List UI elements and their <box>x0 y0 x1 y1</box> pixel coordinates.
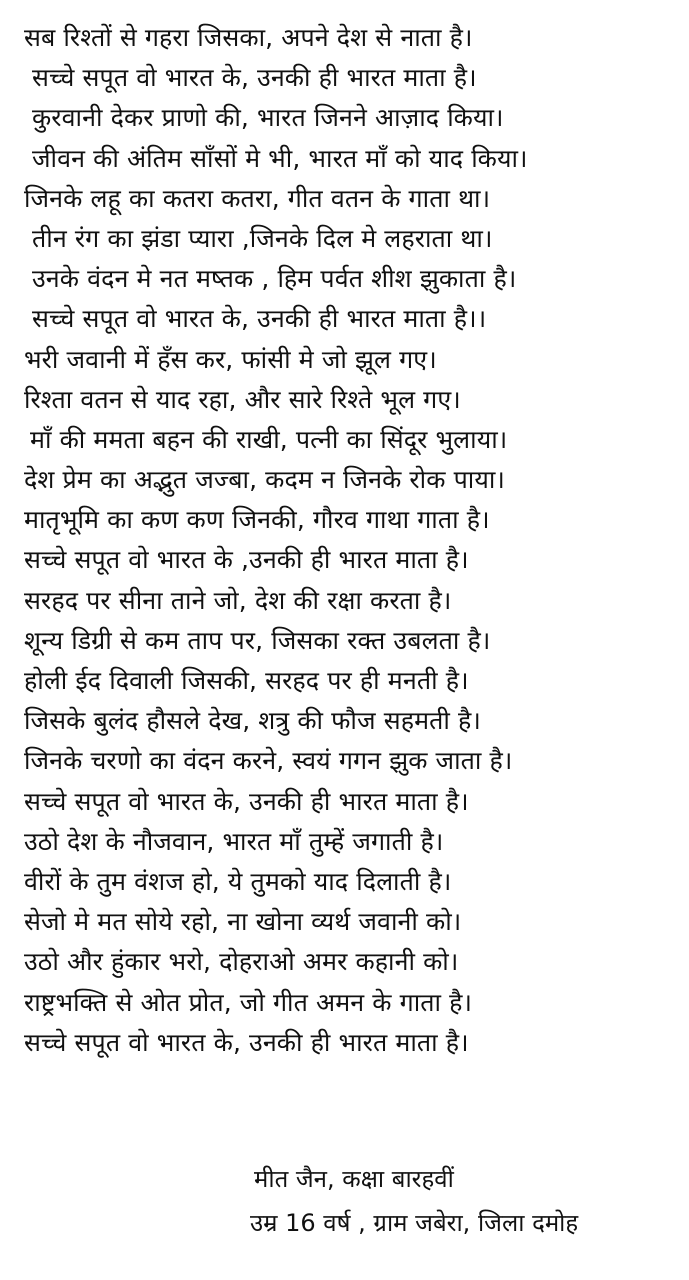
poem-line-11: माँ की ममता बहन की राखी, पत्नी का सिंदूर भुलाया। <box>30 424 508 454</box>
poem-line-5: जिनके लहू का कतरा कतरा, गीत वतन के गाता था। <box>24 183 491 213</box>
poem-line-8: सच्चे सपूत वो भारत के, उनकी ही भारत माता है।। <box>32 304 487 334</box>
poem-line-13: मातृभूमि का कण कण जिनकी, गौरव गाथा गाता है। <box>24 505 490 535</box>
poem-line-10: रिश्ता वतन से याद रहा, और सारे रिश्ते भूल गए। <box>24 384 461 414</box>
poem-line-23: सेजो मे मत सोये रहो, ना खोना व्यर्थ जवानी को। <box>24 907 462 937</box>
poem-line-9: भरी जवानी में हँस कर, फांसी मे जो झूल गए। <box>24 344 437 374</box>
poem-line-24: उठो और हुंकार भरो, दोहराओ अमर कहानी को। <box>24 947 459 977</box>
poem-line-2: सच्चे सपूत वो भारत के, उनकी ही भारत माता है। <box>32 63 477 93</box>
poem-line-6: तीन रंग का झंडा प्यारा ,जिनके दिल मे लहराता था। <box>32 223 493 253</box>
poem-line-12: देश प्रेम का अद्भुत जज्बा, कदम न जिनके रोक पाया। <box>24 465 505 495</box>
poem-line-20: सच्चे सपूत वो भारत के, उनकी ही भारत माता है। <box>24 786 469 816</box>
author-signature <box>250 1162 579 1240</box>
poem-line-22: वीरों के तुम वंशज हो, ये तुमको याद दिलाती है। <box>24 866 452 896</box>
poem-line-18: जिसके बुलंद हौसले देख, शत्रु की फौज सहमती है। <box>24 706 481 736</box>
poem-line-3: कुरवानी देकर प्राणो की, भारत जिनने आज़ाद किया। <box>32 103 504 133</box>
poem-line-16: शून्य डिग्री से कम ताप पर, जिसका रक्त उबलता है। <box>24 625 491 655</box>
poem-line-15: सरहद पर सीना ताने जो, देश की रक्षा करता है। <box>24 585 452 615</box>
poem-line-4: जीवन की अंतिम साँसों मे भी, भारत माँ को याद किया। <box>32 143 528 173</box>
poem-line-17: होली ईद दिवाली जिसकी, सरहद पर ही मनती है। <box>24 666 469 695</box>
poem-line-25: राष्ट्रभक्ति से ओत प्रोत, जो गीत अमन के गाता है। <box>24 987 473 1017</box>
poem-line-26: सच्चे सपूत वो भारत के, उनकी ही भारत माता है। <box>24 1027 469 1057</box>
poem-line-7: उनके वंदन मे नत मष्तक , हिम पर्वत शीश झुकाता है। <box>32 264 517 294</box>
poem-line-14: सच्चे सपूत वो भारत के ,उनकी ही भारत माता है। <box>24 545 469 575</box>
author-age-location: उम्र 16 वर्ष , ग्राम जबेरा, जिला दमोह <box>250 1209 579 1237</box>
poem-line-19: जिनके चरणो का वंदन करने, स्वयं गगन झुक जाता है। <box>24 746 513 776</box>
poem-line-21: उठो देश के नौजवान, भारत माँ तुम्हें जगाती है। <box>24 826 444 856</box>
author-name-class: मीत जैन, कक्षा बारहवीं <box>254 1165 454 1193</box>
poem-line-1: सब रिश्तों से गहरा जिसका, अपने देश से नाता है। <box>24 23 473 52</box>
